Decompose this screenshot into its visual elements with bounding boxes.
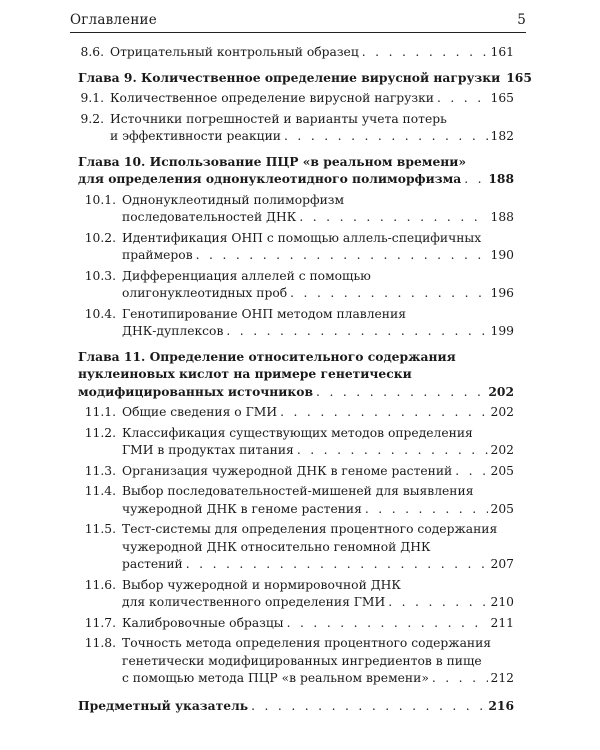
toc-entry-title-text: олигонуклеотидных проб: [122, 286, 288, 300]
dot-leader: [196, 247, 488, 265]
toc-entry-page: 188: [488, 171, 514, 186]
toc-entry-title-text: Количественное определение вирусной нагрузки: [110, 91, 434, 105]
dot-leader: [388, 594, 487, 612]
toc-entry-title-text: последовательностей ДНК: [122, 210, 297, 224]
toc-entry-title-line: [122, 285, 514, 303]
toc-entry-title-line: [122, 670, 514, 688]
toc-entry-title-text: для определения однонуклеотидного полиморфизма: [78, 171, 462, 186]
toc-entry-title-text: ГМИ в продуктах питания: [122, 443, 294, 457]
toc-entry-title-line: Глава 11. Определение относительного содержания: [78, 348, 456, 364]
toc-entry-title-line: [110, 90, 514, 108]
toc-section-entry[interactable]: [78, 230, 514, 265]
toc-entry-title-text: с помощью метода ПЦР «в реальном времени»: [122, 671, 429, 685]
toc-entry-body: [122, 483, 514, 518]
toc-entry-title-line: чужеродной ДНК относительно геномной ДНК: [122, 539, 431, 554]
dot-leader: [464, 171, 485, 189]
toc-entry-title-text: Организация чужеродной ДНК в геноме растений: [122, 463, 453, 478]
toc-entry-title-line: Выбор последовательностей-мишеней для выявления: [122, 484, 474, 498]
toc-entry-number: 10.1.: [84, 192, 116, 207]
toc-entry-title-line: нуклеиновых кислот на примере генетически: [78, 366, 412, 381]
toc-entry-page: 188: [490, 210, 514, 224]
toc-entry-title-line: [122, 594, 514, 612]
toc-entry-number: 11.3.: [84, 463, 116, 478]
toc-entry-body: [122, 306, 514, 341]
toc-entry-title-line: [122, 501, 514, 519]
toc-entry-title-line: [122, 323, 514, 341]
toc-entry-body: [122, 404, 514, 422]
table-of-contents: [78, 44, 532, 718]
header-rule: [70, 32, 526, 33]
toc-entry-title-line: [78, 69, 532, 88]
toc-entry-number: 11.6.: [84, 577, 116, 592]
toc-section-entry[interactable]: [78, 404, 514, 422]
dot-leader: [316, 384, 485, 402]
toc-entry-page: 199: [490, 324, 514, 338]
toc-entry-title-line: Глава 10. Использование ПЦР «в реальном времени»: [78, 153, 467, 169]
toc-entry-number: 10.3.: [84, 268, 116, 283]
dot-leader: [299, 209, 487, 227]
toc-section-entry[interactable]: [78, 463, 514, 481]
toc-entry-title-line: Точность метода определения процентного содержания: [122, 636, 492, 650]
toc-section-entry[interactable]: [78, 192, 514, 227]
toc-entry-title-text: модифицированных источников: [78, 383, 314, 399]
toc-entry-page: 165: [506, 69, 532, 85]
toc-entry-title-text: праймеров: [122, 248, 193, 262]
dot-leader: [186, 556, 488, 574]
header-page-number: 5: [517, 12, 526, 28]
toc-entry-body: [110, 111, 514, 146]
toc-entry-title-text: Общие сведения о ГМИ: [122, 405, 278, 419]
toc-entry-title-line: [122, 247, 514, 265]
dot-leader: [365, 501, 488, 519]
toc-entry-page: 190: [490, 248, 514, 262]
toc-entry-page: 212: [490, 671, 514, 685]
toc-entry-title-line: генетически модифицированных ингредиентов в пище: [122, 653, 482, 668]
toc-entry-body: [122, 192, 514, 227]
dot-leader: [362, 44, 488, 62]
toc-entry-title-line: Однонуклеотидный полиморфизм: [122, 192, 345, 207]
dot-leader: [455, 463, 487, 481]
toc-section-entry[interactable]: [78, 483, 514, 518]
toc-entry-title-line: Выбор чужеродной и нормировочной ДНК: [122, 577, 401, 592]
toc-entry-page: 182: [490, 129, 514, 143]
toc-entry-title-line: [122, 442, 514, 460]
toc-entry-page: 196: [490, 286, 514, 300]
toc-section-entry[interactable]: [78, 44, 514, 62]
toc-section-entry[interactable]: [78, 615, 514, 633]
toc-entry-title-line: Классификация существующих методов определения: [122, 425, 473, 440]
dot-leader: [226, 323, 487, 341]
toc-entry-body: [122, 615, 514, 633]
toc-entry-title-line: [110, 44, 514, 62]
toc-entry-title-line: [78, 170, 514, 189]
toc-entry-body: [122, 463, 514, 481]
toc-entry-page: 205: [490, 501, 514, 516]
toc-chapter-entry[interactable]: [78, 69, 532, 88]
toc-entry-page: 165: [490, 91, 514, 105]
toc-entry-number: 11.1.: [84, 405, 116, 419]
toc-entry-page: 202: [488, 383, 514, 399]
toc-entry-page: 207: [490, 557, 514, 571]
toc-chapter-entry[interactable]: [78, 153, 514, 189]
toc-entry-page: 211: [490, 615, 514, 630]
toc-entry-page: 216: [488, 697, 514, 713]
toc-entry-title-line: Дифференциация аллелей с помощью: [122, 268, 371, 283]
toc-section-entry[interactable]: [78, 425, 514, 460]
header-title: Оглавление: [70, 12, 157, 28]
toc-entry-title-line: [122, 463, 514, 481]
toc-section-entry[interactable]: [78, 111, 514, 146]
toc-entry-number: 11.2.: [84, 425, 116, 440]
toc-entry-number: 11.8.: [84, 636, 116, 650]
toc-entry-body: [122, 268, 514, 303]
dot-leader: [290, 285, 487, 303]
toc-section-entry[interactable]: [78, 90, 514, 108]
toc-entry-number: 9.2.: [80, 111, 104, 126]
dot-leader: [432, 670, 488, 688]
toc-entry-title-line: [122, 209, 514, 227]
toc-entry-body: [110, 90, 514, 108]
toc-entry-page: 161: [490, 45, 514, 59]
toc-chapter-entry[interactable]: [78, 697, 514, 716]
toc-chapter-entry[interactable]: [78, 348, 514, 402]
toc-section-entry[interactable]: [78, 577, 514, 612]
toc-entry-page: 205: [490, 463, 514, 478]
toc-entry-title-line: [110, 128, 514, 146]
toc-entry-number: 11.5.: [84, 522, 116, 536]
toc-entry-title-text: Калибровочные образцы: [122, 615, 284, 630]
toc-entry-title-text: для количественного определения ГМИ: [122, 595, 386, 609]
toc-entry-title-line: [78, 697, 514, 716]
toc-entry-number: 10.4.: [84, 306, 116, 321]
toc-entry-title-line: Тест-системы для определения процентного содержания: [122, 522, 498, 536]
toc-entry-number: 9.1.: [80, 91, 104, 105]
toc-entry-body: [122, 425, 514, 460]
toc-entry-title-line: [122, 615, 514, 633]
toc-entry-page: 202: [490, 405, 514, 419]
toc-entry-title-line: Источники погрешностей и варианты учета потерь: [110, 111, 447, 126]
toc-entry-title-line: Идентификация ОНП с помощью аллель-специфичных: [122, 230, 482, 245]
toc-entry-title-line: [78, 383, 514, 402]
toc-entry-title-text: Отрицательный контрольный образец: [110, 45, 359, 59]
dot-leader: [280, 404, 487, 422]
toc-entry-page: 210: [490, 595, 514, 609]
toc-entry-title-line: [122, 556, 514, 574]
toc-entry-number: 11.7.: [84, 615, 116, 630]
toc-entry-number: 11.4.: [84, 484, 116, 498]
toc-entry-title-text: и эффективности реакции: [110, 129, 281, 143]
dot-leader: [284, 128, 488, 146]
toc-entry-title-text: ДНК-дуплексов: [122, 324, 224, 338]
toc-entry-body: [122, 230, 514, 265]
toc-entry-title-line: [122, 404, 514, 422]
toc-entry-title-text: растений: [122, 557, 183, 571]
toc-entry-body: [122, 635, 514, 688]
dot-leader: [251, 698, 485, 716]
toc-section-entry[interactable]: [78, 521, 514, 574]
toc-entry-body: [110, 44, 514, 62]
toc-entry-body: [122, 521, 514, 574]
running-header: [70, 12, 526, 34]
toc-section-entry[interactable]: [78, 635, 514, 688]
toc-entry-number: 8.6.: [80, 45, 104, 59]
toc-entry-body: [122, 577, 514, 612]
dot-leader: [437, 90, 488, 108]
toc-entry-page: 202: [490, 443, 514, 457]
toc-entry-title-text: Глава 9. Количественное определение вирусной нагрузки: [78, 69, 501, 85]
dot-leader: [287, 615, 488, 633]
toc-section-entry[interactable]: [78, 306, 514, 341]
toc-section-entry[interactable]: [78, 268, 514, 303]
toc-entry-title-text: чужеродной ДНК в геноме растения: [122, 501, 362, 516]
toc-entry-title-text: Предметный указатель: [78, 697, 249, 713]
toc-entry-title-line: Генотипирование ОНП методом плавления: [122, 306, 406, 321]
dot-leader: [297, 442, 488, 460]
toc-entry-number: 10.2.: [84, 230, 116, 245]
